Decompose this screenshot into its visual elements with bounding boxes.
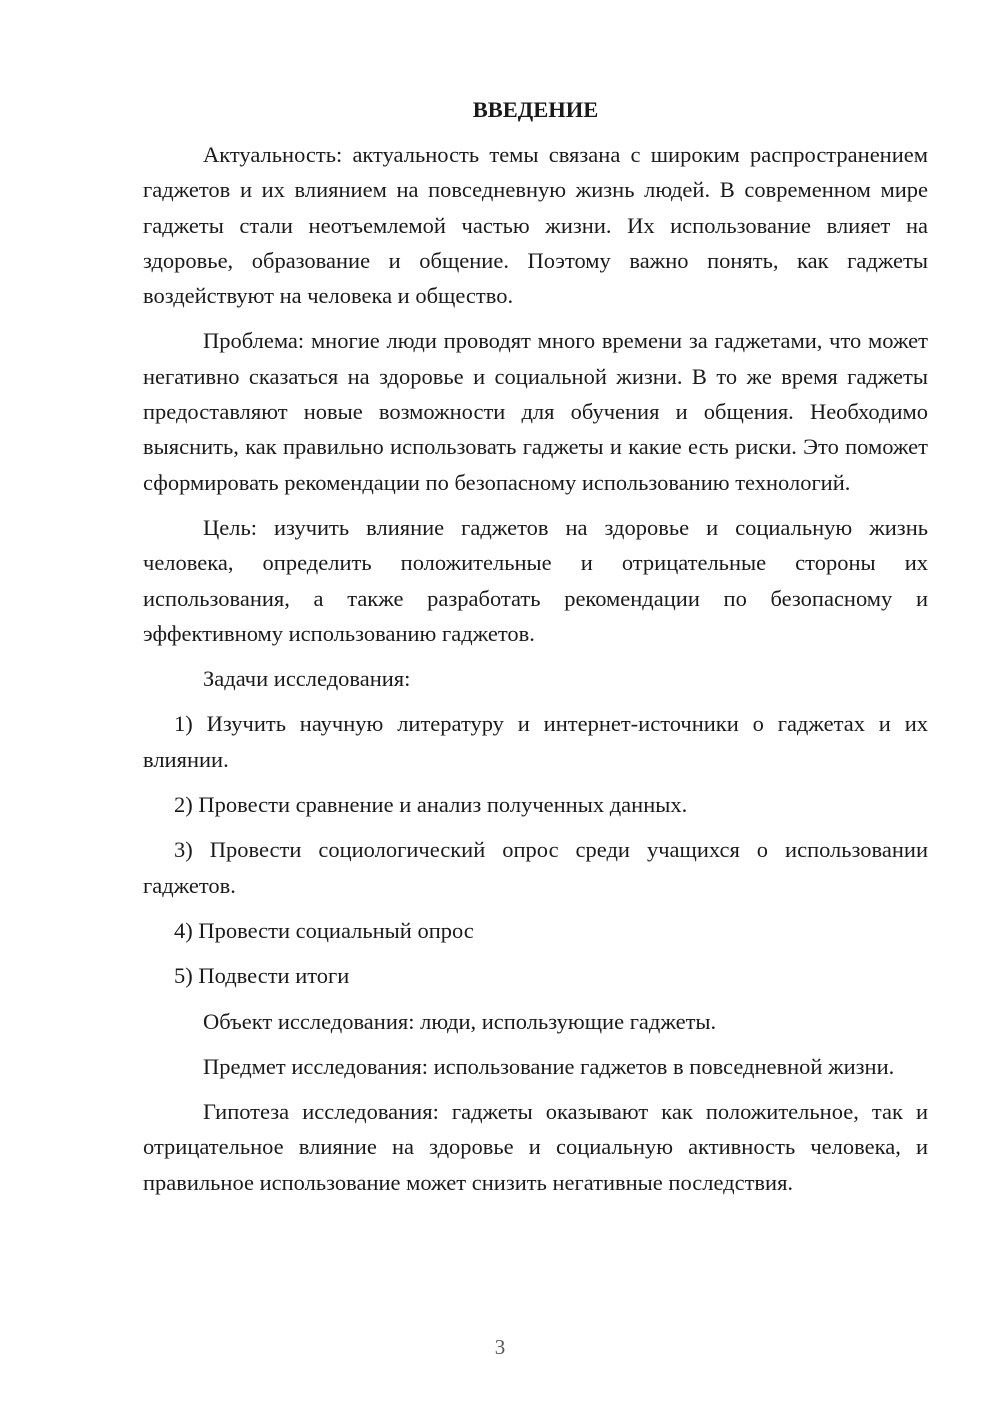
task-item: 2) Провести сравнение и анализ полученных данных. — [174, 792, 688, 818]
section-title: ВВЕДЕНИЕ — [472, 97, 599, 122]
task-item: 1) Изучить научную литературу и интернет-источники о гаджетах и их влиянии. — [143, 711, 928, 772]
problem-paragraph: Проблема: многие люди проводят много времени за гаджетами, что может негативно сказаться на здоровье и социальной жизни. В то же время гаджеты предоставляют новые возможности для обучения и общения. Необходимо выяснить, как правильно использовать гаджеты и какие есть риски. Это поможет сформировать рекомендации по безопасному использованию технологий. — [143, 328, 928, 495]
tasks-heading: Задачи исследования: — [203, 666, 411, 692]
hypothesis-paragraph: Гипотеза исследования: гаджеты оказывают как положительное, так и отрицательное влияние на здоровье и социальную активность человека, и правильное использование может снизить негативные последствия. — [143, 1099, 928, 1195]
task-item: 3) Провести социологический опрос среди учащихся о использовании гаджетов. — [143, 837, 928, 898]
subject-paragraph: Предмет исследования: использование гаджетов в повседневной жизни. — [203, 1053, 895, 1079]
object-paragraph: Объект исследования: люди, использующие гаджеты. — [203, 1008, 717, 1034]
document-page — [143, 92, 928, 1210]
relevance-paragraph: Актуальность: актуальность темы связана с широким распространением гаджетов и их влиянием на повседневную жизнь людей. В современном мире гаджеты стали неотъемлемой частью жизни. Их использование влияет на здоровье, образование и общение. Поэтому важно понять, как гаджеты воздействуют на человека и общество. — [143, 142, 928, 309]
goal-paragraph: Цель: изучить влияние гаджетов на здоровье и социальную жизнь человека, определить положительные и отрицательные стороны их использования, а также разработать рекомендации по безопасному и эффективному использованию гаджетов. — [143, 514, 928, 646]
task-item: 5) Подвести итоги — [174, 963, 350, 989]
task-item: 4) Провести социальный опрос — [174, 917, 474, 943]
page-number: 3 — [494, 1335, 506, 1359]
